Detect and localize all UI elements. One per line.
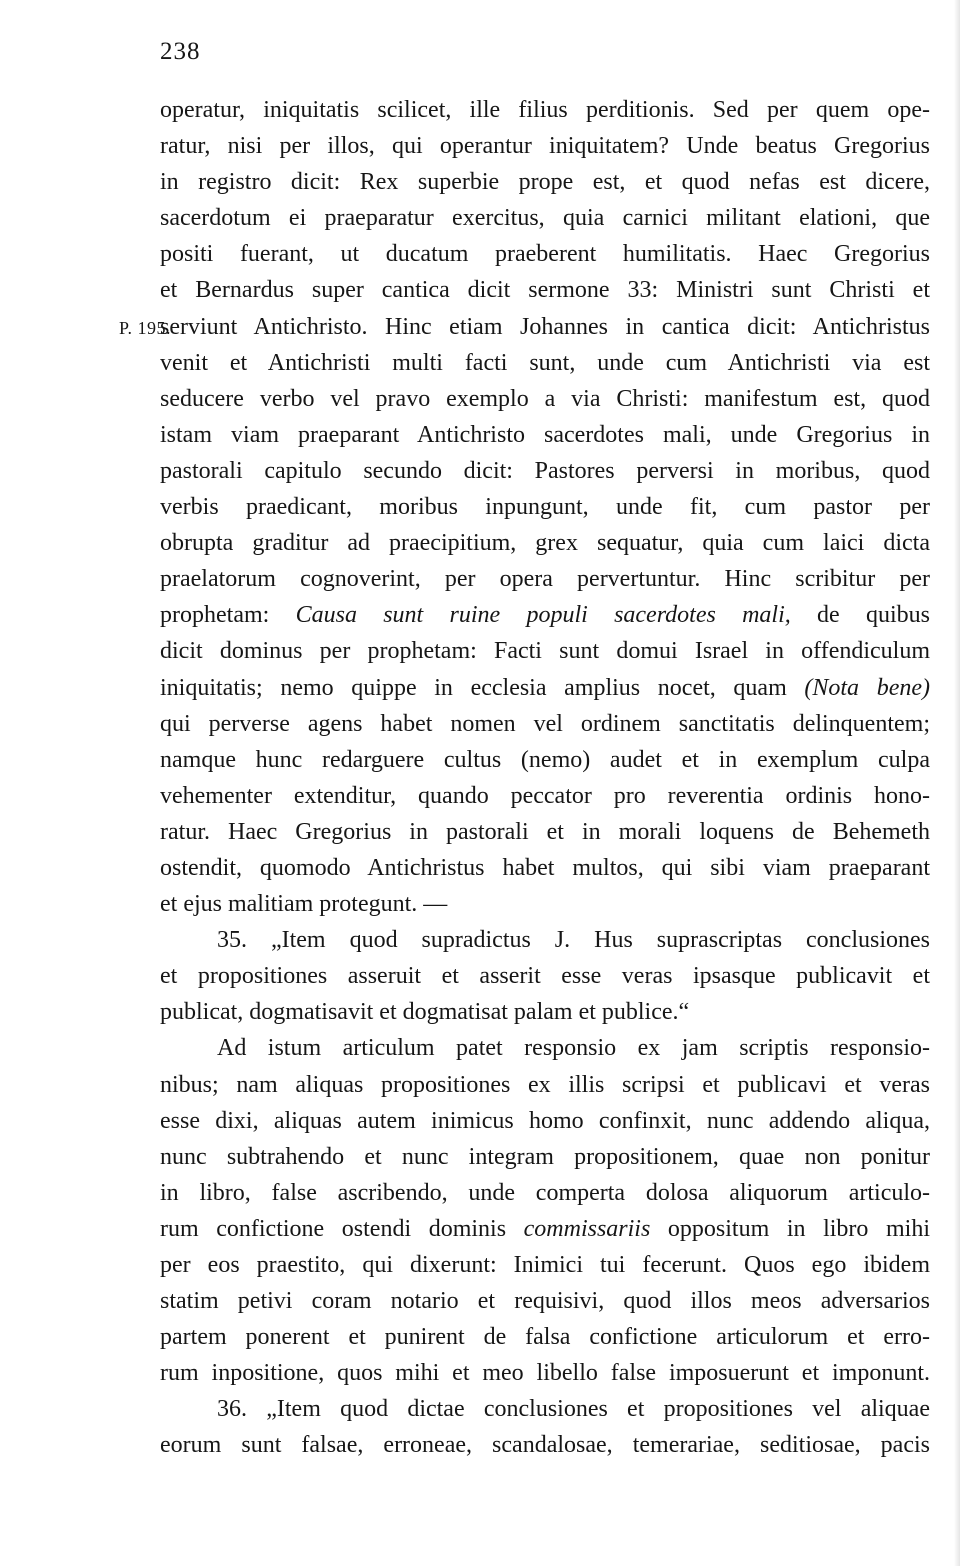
text-line: venit et Antichristi multi facti sunt, unde cum Antichristi via est: [160, 349, 930, 376]
text-line: ostendit, quomodo Antichristus habet multos, qui sibi viam praeparant: [160, 854, 930, 881]
text-line: et ejus malitiam protegunt. —: [160, 891, 448, 918]
text-line: et Bernardus super cantica dicit sermone 33: Ministri sunt Christi et: [160, 277, 930, 304]
text-line: nunc subtrahendo et nunc integram propositionem, quae non ponitur: [160, 1143, 930, 1170]
text-line: namque hunc redarguere cultus (nemo) audet et in exemplum culpa: [160, 746, 930, 773]
text-line: eorum sunt falsae, erroneae, scandalosae, temerariae, seditiosae, pacis: [160, 1432, 930, 1459]
text-line: per eos praestito, qui dixerunt: Inimici tui fecerunt. Quos ego ibidem: [160, 1252, 930, 1278]
text-line: pastorali capitulo secundo dicit: Pastores perversi in moribus, quod: [160, 457, 930, 484]
text-line: praelatorum cognoverint, per opera pervertuntur. Hinc scribitur per: [160, 566, 930, 593]
text-segment: oppositum in libro mihi: [650, 1215, 930, 1242]
text-segment: iniquitatis; nemo quippe in ecclesia amplius nocet, quam: [160, 674, 805, 701]
text-line: verbis praedicant, moribus inpungunt, unde fit, cum pastor per: [160, 494, 930, 521]
text-line: in libro, false ascribendo, unde comperta dolosa aliquorum articulo-: [160, 1179, 930, 1206]
text-line: sacerdotum ei praeparatur exercitus, quia carnici militant elationi, que: [160, 205, 930, 232]
text-line: rum inpositione, quos mihi et meo libello false imposuerunt et imponunt.: [160, 1360, 930, 1387]
page-edge-shadow: [954, 0, 960, 1566]
text-line: istam viam praeparant Antichristo sacerdotes mali, unde Gregorius in: [160, 421, 930, 448]
text-line: ratur. Haec Gregorius in pastorali et in morali loquens de Behemeth: [160, 818, 930, 845]
text-line: et propositiones asseruit et asserit esse veras ipsasque publicavit et: [160, 963, 930, 990]
text-line: vehementer extenditur, quando peccator pro reverentia ordinis hono-: [160, 782, 930, 809]
text-line: nibus; nam aliquas propositiones ex illis scripsi et publicavi et veras: [160, 1071, 930, 1098]
text-line: [160, 670, 930, 706]
text-line: dicit dominus per prophetam: Facti sunt domui Israel in offendiculum: [160, 638, 930, 665]
body-text: [160, 92, 930, 1464]
text-line: 35. „Item quod supradictus J. Hus suprascriptas conclusiones: [217, 927, 930, 954]
text-line: in registro dicit: Rex superbie prope est, et quod nefas est dicere,: [160, 169, 930, 196]
text-line: seducere verbo vel pravo exemplo a via Christi: manifestum est, quod: [160, 385, 930, 412]
text-line: Ad istum articulum patet responsio ex jam scriptis responsio-: [217, 1035, 930, 1062]
text-line: [160, 597, 930, 633]
text-segment: rum confictione ostendi dominis: [160, 1215, 524, 1242]
text-line: statim petivi coram notario et requisivi, quod illos meos adversarios: [160, 1288, 930, 1315]
text-segment: prophetam:: [160, 602, 296, 629]
text-line: qui perverse agens habet nomen vel ordinem sanctitatis delinquentem;: [160, 710, 930, 737]
margin-page-reference: P. 195.: [119, 318, 172, 338]
text-line: esse dixi, aliquas autem inimicus homo confinxit, nunc addendo aliqua,: [160, 1107, 930, 1134]
text-line: ratur, nisi per illos, qui operantur iniquitatem? Unde beatus Gregorius: [160, 133, 930, 160]
text-line: positi fuerant, ut ducatum praeberent humilitatis. Haec Gregorius: [160, 241, 930, 268]
text-line: [160, 1211, 930, 1247]
italic-text: (Nota bene): [804, 674, 930, 701]
italic-text: Causa sunt ruine populi sacerdotes mali,: [295, 602, 791, 629]
text-line: 36. „Item quod dictae conclusiones et propositiones vel aliquae: [217, 1396, 930, 1423]
page-number: 238: [160, 38, 201, 65]
text-line: publicat, dogmatisavit et dogmatisat palam et publice.“: [160, 999, 690, 1026]
text-line: partem ponerent et punirent de falsa confictione articulorum et erro-: [160, 1324, 930, 1351]
text-segment: de quibus: [790, 602, 930, 629]
text-line: serviunt Antichristo. Hinc etiam Johannes in cantica dicit: Antichristus: [160, 313, 930, 340]
text-line: operatur, iniquitatis scilicet, ille filius perditionis. Sed per quem ope-: [160, 97, 930, 123]
text-line: obrupta graditur ad praecipitium, grex sequatur, quia cum laici dicta: [160, 530, 930, 557]
italic-text: commissariis: [523, 1215, 651, 1242]
